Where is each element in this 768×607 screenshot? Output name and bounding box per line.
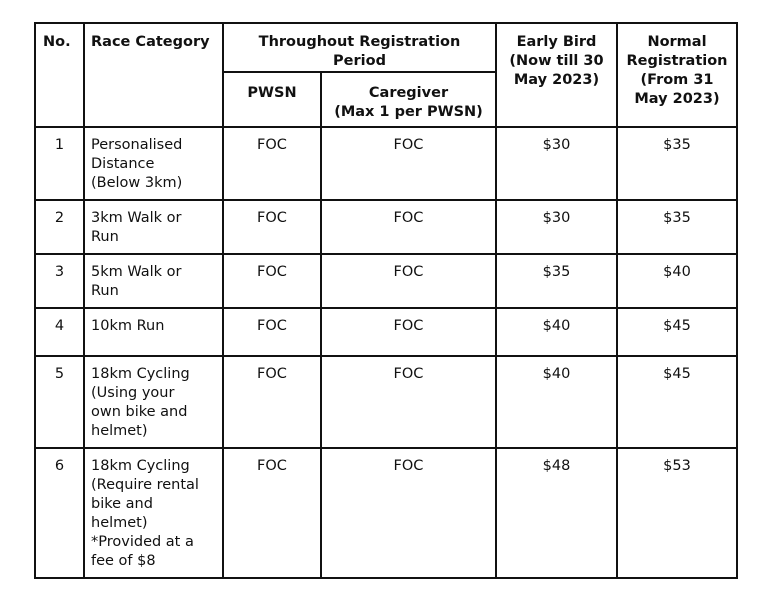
header-early-bird-line: (Now till 30 [509, 53, 604, 69]
category-line: Run [91, 229, 119, 245]
category-line: own bike and [91, 404, 188, 420]
cell-no: 6 [35, 448, 84, 578]
cell-normal: $45 [617, 308, 737, 356]
cell-normal: $45 [617, 356, 737, 448]
header-normal-line: May 2023) [634, 91, 720, 107]
cell-no: 4 [35, 308, 84, 356]
category-line: Run [91, 283, 119, 299]
cell-normal: $35 [617, 200, 737, 254]
cell-pwsn: FOC [223, 448, 321, 578]
header-normal-line: Normal [647, 34, 707, 50]
cell-pwsn: FOC [223, 127, 321, 200]
cell-normal: $40 [617, 254, 737, 308]
header-race-category: Race Category [84, 23, 223, 127]
table-row [35, 200, 737, 254]
cell-race-category [84, 356, 223, 448]
category-line: 3km Walk or [91, 210, 182, 226]
category-line: (Using your [91, 385, 175, 401]
header-early-bird-line: May 2023) [513, 72, 600, 88]
header-caregiver-line: Caregiver [368, 85, 449, 101]
cell-caregiver: FOC [321, 356, 496, 448]
category-line: Distance [91, 156, 155, 172]
header-row-top [35, 23, 737, 72]
cell-normal: $53 [617, 448, 737, 578]
cell-early-bird: $40 [496, 308, 617, 356]
header-no: No. [35, 23, 84, 127]
header-early-bird-line: Early Bird [516, 34, 597, 50]
header-normal-registration [617, 23, 737, 127]
header-early-bird [496, 23, 617, 127]
table-row [35, 448, 737, 578]
table-row [35, 308, 737, 356]
cell-caregiver: FOC [321, 254, 496, 308]
category-line: 18km Cycling [91, 458, 190, 474]
cell-caregiver: FOC [321, 200, 496, 254]
cell-race-category [84, 448, 223, 578]
cell-early-bird: $30 [496, 200, 617, 254]
table-row [35, 356, 737, 448]
cell-pwsn: FOC [223, 200, 321, 254]
category-line: *Provided at a [91, 534, 194, 550]
cell-race-category [84, 254, 223, 308]
cell-no: 1 [35, 127, 84, 200]
cell-caregiver: FOC [321, 127, 496, 200]
cell-pwsn: FOC [223, 254, 321, 308]
header-normal-line: Registration [626, 53, 728, 69]
table-row [35, 254, 737, 308]
cell-no: 3 [35, 254, 84, 308]
category-line: Personalised [91, 137, 183, 153]
cell-pwsn: FOC [223, 308, 321, 356]
category-line: 10km Run [91, 318, 165, 334]
category-line: fee of $8 [91, 553, 156, 569]
category-line: 5km Walk or [91, 264, 182, 280]
category-line: (Below 3km) [91, 175, 183, 191]
category-line: 18km Cycling [91, 366, 190, 382]
cell-race-category [84, 200, 223, 254]
header-normal-line: (From 31 [640, 72, 714, 88]
cell-early-bird: $40 [496, 356, 617, 448]
header-pwsn: PWSN [223, 72, 321, 127]
race-fees-table [34, 22, 738, 579]
cell-race-category [84, 127, 223, 200]
cell-normal: $35 [617, 127, 737, 200]
header-throughout-registration: Throughout Registration Period [223, 23, 496, 72]
cell-early-bird: $35 [496, 254, 617, 308]
category-line: helmet) [91, 515, 148, 531]
cell-early-bird: $30 [496, 127, 617, 200]
cell-pwsn: FOC [223, 356, 321, 448]
category-line: bike and [91, 496, 153, 512]
table-row [35, 127, 737, 200]
cell-no: 5 [35, 356, 84, 448]
cell-caregiver: FOC [321, 448, 496, 578]
cell-no: 2 [35, 200, 84, 254]
category-line: (Require rental [91, 477, 199, 493]
header-caregiver-line: (Max 1 per PWSN) [334, 104, 483, 120]
category-line: helmet) [91, 423, 148, 439]
cell-race-category [84, 308, 223, 356]
cell-early-bird: $48 [496, 448, 617, 578]
header-caregiver [321, 72, 496, 127]
cell-caregiver: FOC [321, 308, 496, 356]
